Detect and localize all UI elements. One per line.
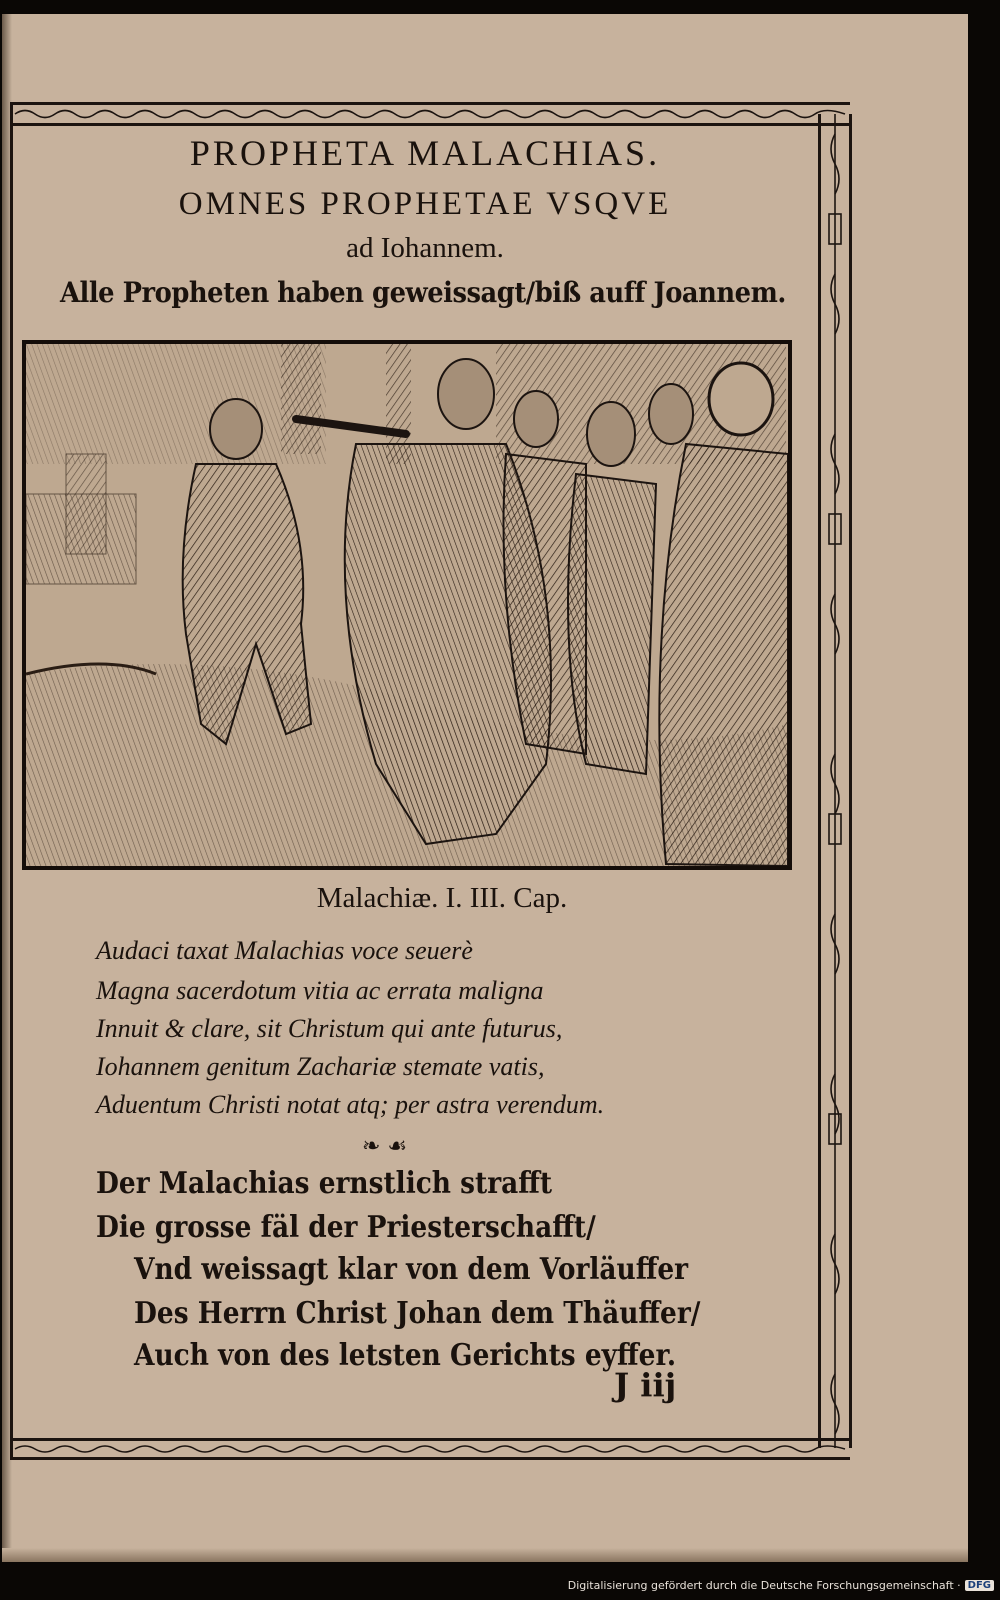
credit-text: Digitalisierung gefördert durch die Deutsche Forschungsgemeinschaft · — [567, 1578, 961, 1592]
page-subtitle-continued: ad Iohannem. — [346, 232, 504, 264]
latin-verse: Iohannem genitum Zachariæ stemate vatis, — [96, 1052, 545, 1081]
german-verse: Die grosse fäl der Priesterschafft/ — [96, 1210, 596, 1245]
signature-mark: J iij — [614, 1366, 677, 1404]
digitization-credit — [568, 1574, 994, 1596]
latin-verse: Aduentum Christi notat atq; per astra verendum. — [96, 1090, 605, 1119]
german-verse: Des Herrn Christ Johan dem Thäuffer/ — [134, 1296, 701, 1331]
dfg-logo: DFG — [965, 1580, 994, 1591]
latin-verse: Magna sacerdotum vitia ac errata maligna — [96, 976, 544, 1005]
frame-border-right — [818, 114, 852, 1448]
frame-border-bottom — [10, 1438, 850, 1460]
scripture-reference: Malachiæ. I. III. Cap. — [316, 882, 568, 914]
latin-verse: Audaci taxat Malachias voce seuerè — [96, 936, 473, 965]
woodcut-illustration — [22, 340, 792, 870]
fleuron-ornament: ❧ ☙ — [362, 1134, 408, 1159]
frame-border-top — [10, 102, 850, 126]
latin-verse: Innuit & clare, sit Christum qui ante futurus, — [96, 1014, 563, 1043]
german-heading: Alle Propheten haben geweissagt/biß auff Joannem. — [60, 276, 786, 309]
frame-border-left — [10, 102, 13, 1458]
german-verse: Der Malachias ernstlich strafft — [96, 1166, 553, 1201]
book-page — [2, 14, 968, 1562]
page-edge-shadow — [2, 1548, 968, 1562]
page-title: PROPHETA MALACHIAS. — [189, 133, 661, 173]
page-subtitle: OMNES PROPHETAE VSQVE — [178, 186, 672, 222]
german-verse: Auch von des letsten Gerichts eyffer. — [134, 1338, 677, 1373]
german-verse: Vnd weissagt klar von dem Vorläuffer — [134, 1252, 689, 1287]
